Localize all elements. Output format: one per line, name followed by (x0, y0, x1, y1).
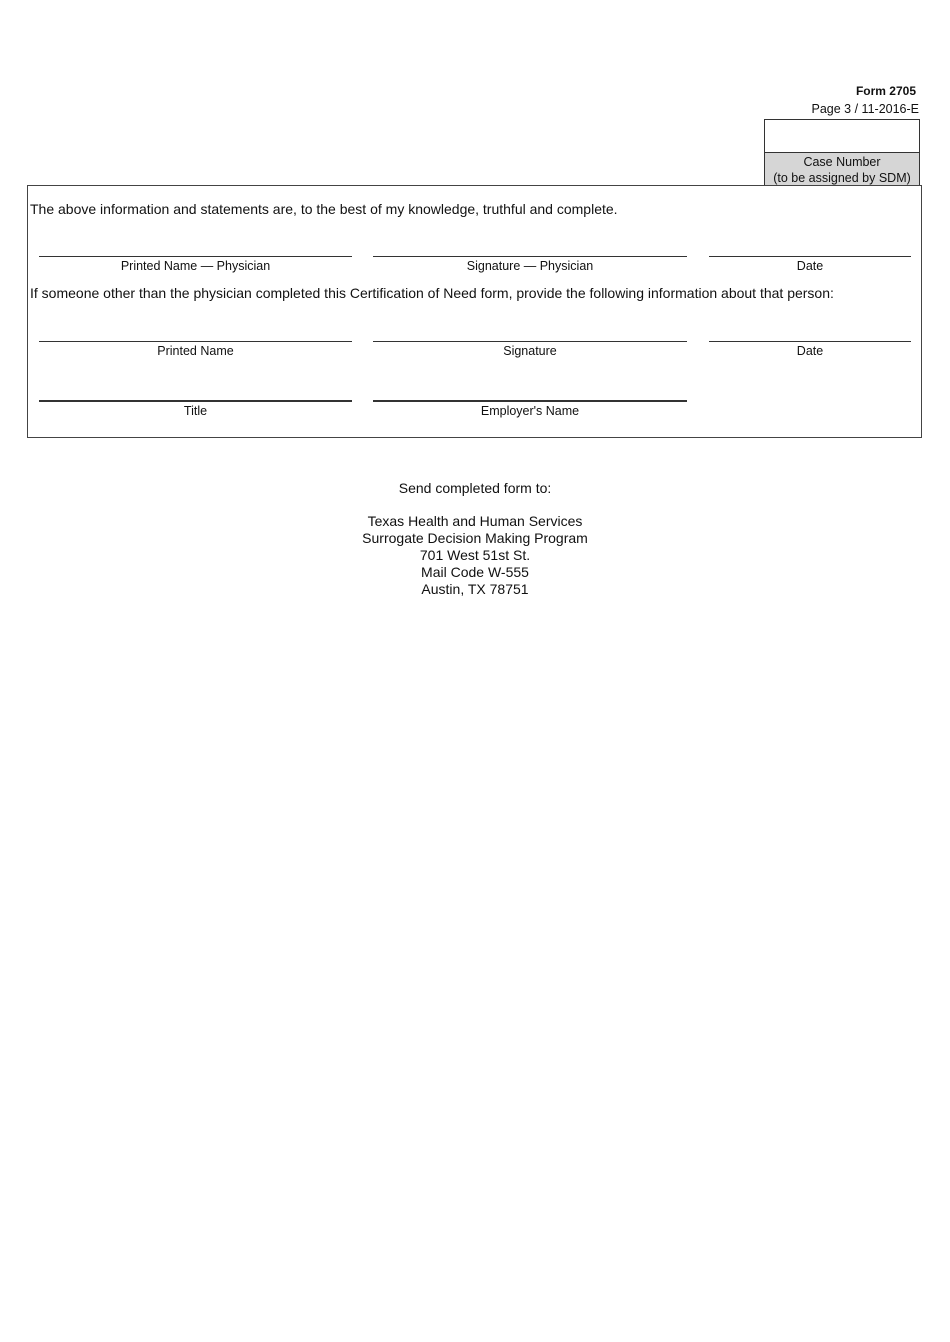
case-number-label (765, 153, 919, 186)
physician-date-label: Date (796, 259, 824, 273)
physician-date-field[interactable] (709, 256, 911, 257)
form-number: Form 2705 (855, 84, 916, 98)
case-number-box (764, 119, 920, 185)
other-date-field[interactable] (709, 341, 911, 342)
case-number-field[interactable] (765, 120, 919, 153)
physician-printed-name-label: Printed Name — Physician (120, 259, 271, 273)
certification-section (27, 185, 922, 438)
physician-signature-field[interactable] (373, 256, 687, 257)
mailing-address (0, 513, 950, 598)
other-date-label: Date (796, 344, 824, 358)
case-number-label-line1: Case Number (803, 155, 881, 169)
address-line: Mail Code W-555 (421, 564, 529, 580)
address-line: Austin, TX 78751 (421, 581, 529, 597)
send-instruction: Send completed form to: (398, 480, 552, 496)
case-number-label-line2: (to be assigned by SDM) (773, 171, 911, 185)
other-signature-label: Signature (503, 344, 557, 358)
address-line: Texas Health and Human Services (367, 513, 583, 529)
employer-name-label: Employer's Name (480, 404, 580, 418)
employer-name-field[interactable] (373, 400, 687, 402)
physician-printed-name-field[interactable] (39, 256, 352, 257)
title-label: Title (183, 404, 208, 418)
certification-statement: The above information and statements are, to the best of my knowledge, truthful and complete. (30, 201, 618, 217)
physician-signature-label: Signature — Physician (466, 259, 594, 273)
other-printed-name-label: Printed Name (157, 344, 234, 358)
page-info: Page 3 / 11-2016-E (811, 102, 919, 116)
title-field[interactable] (39, 400, 352, 402)
address-line: 701 West 51st St. (419, 547, 531, 563)
address-line: Surrogate Decision Making Program (362, 530, 588, 546)
other-signature-field[interactable] (373, 341, 687, 342)
other-printed-name-field[interactable] (39, 341, 352, 342)
other-person-instruction: If someone other than the physician completed this Certification of Need form, provide the following information about that person: (30, 285, 834, 301)
